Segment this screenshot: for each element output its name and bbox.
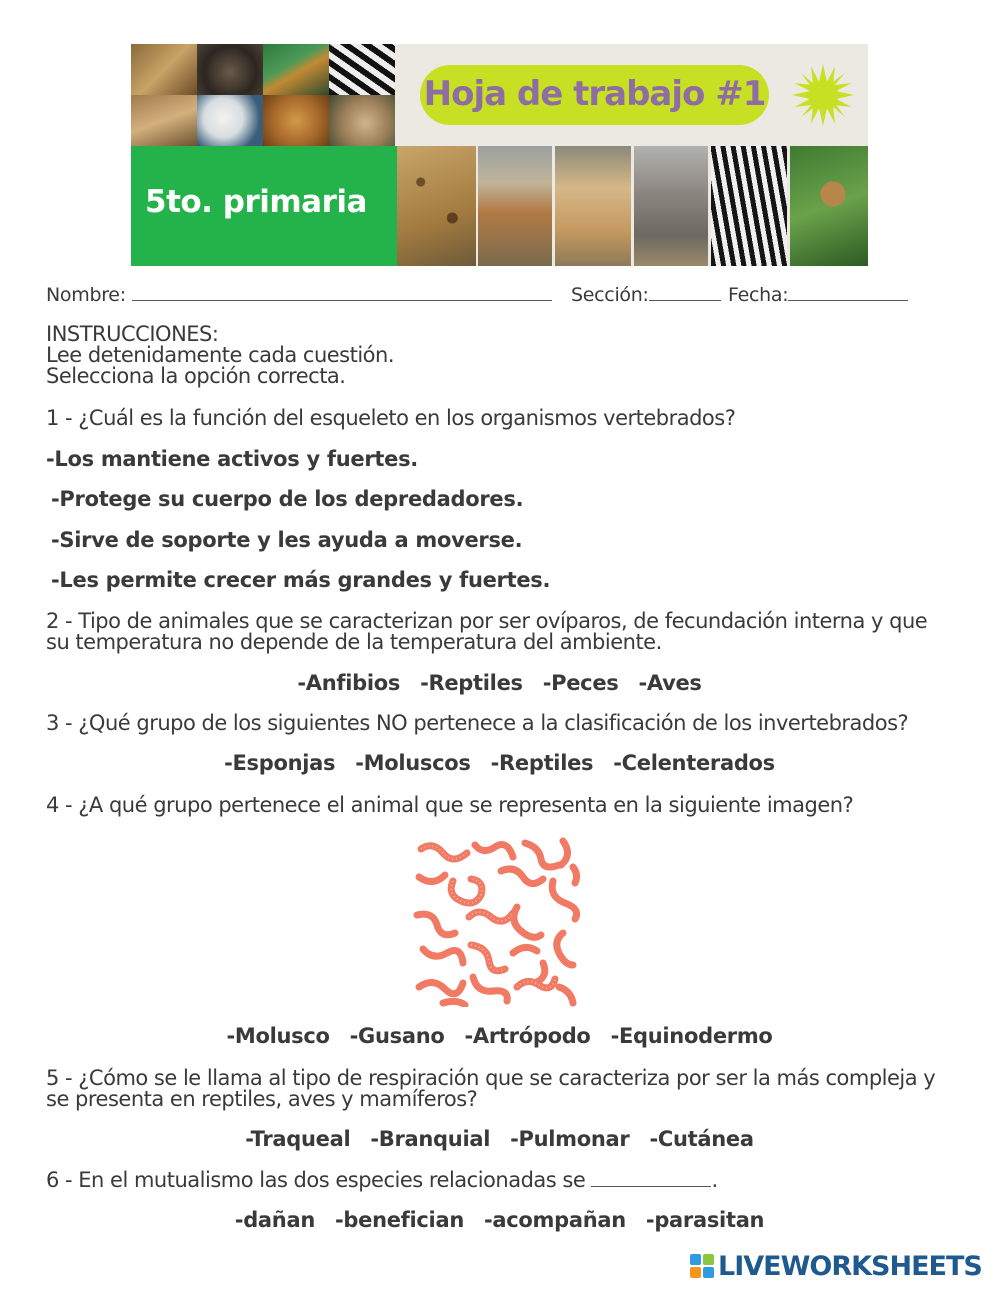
- lion-face-photo: [263, 95, 329, 146]
- impala-photo: [478, 146, 552, 266]
- worksheet-title: Hoja de trabajo #1: [423, 74, 766, 114]
- question-4: 4 - ¿A qué grupo pertenece el animal que se representa en la siguiente imagen?: [46, 793, 854, 817]
- giraffe-photo: [790, 146, 868, 266]
- question-6-text: 6 - En el mutualismo las dos especies relacionadas se: [46, 1168, 586, 1192]
- q3-options: [0, 751, 999, 775]
- q4-option-c[interactable]: -Artrópodo: [464, 1024, 591, 1048]
- grade-block: [131, 146, 397, 266]
- grade-label: 5to. primaria: [145, 184, 367, 220]
- q1-option-d[interactable]: -Les permite crecer más grandes y fuertes.: [51, 568, 551, 592]
- question-2-line-1: 2 - Tipo de animales que se caracterizan por ser ovíparos, de fecundación interna y que: [46, 609, 928, 633]
- zebra-closeup-photo: [329, 44, 395, 95]
- nombre-blank[interactable]: [132, 285, 552, 301]
- worksheet-banner: [131, 44, 868, 266]
- question-6-period: .: [711, 1168, 718, 1192]
- question-6: [46, 1168, 718, 1192]
- q4-option-d[interactable]: -Equinodermo: [610, 1024, 773, 1048]
- zebra-photo: [711, 146, 787, 266]
- q6-option-b[interactable]: -benefician: [334, 1208, 464, 1232]
- nombre-field[interactable]: [46, 284, 552, 306]
- seccion-blank[interactable]: [649, 285, 721, 301]
- q5-option-d[interactable]: -Cutánea: [649, 1127, 754, 1151]
- meerkat-photo: [329, 95, 395, 146]
- q6-options: [0, 1208, 999, 1232]
- liveworksheets-logo: [690, 1251, 982, 1281]
- q3-option-a[interactable]: -Esponjas: [224, 751, 336, 775]
- q3-option-b[interactable]: -Moluscos: [355, 751, 471, 775]
- seccion-label: Sección:: [571, 284, 649, 306]
- q2-option-a[interactable]: -Anfibios: [297, 671, 401, 695]
- q6-option-a[interactable]: -dañan: [234, 1208, 315, 1232]
- q2-option-b[interactable]: -Reptiles: [420, 671, 523, 695]
- logo-grid-icon: [690, 1254, 714, 1278]
- q1-option-c[interactable]: -Sirve de soporte y les ayuda a moverse.: [51, 528, 523, 552]
- fecha-label: Fecha:: [728, 284, 789, 306]
- q4-option-a[interactable]: -Molusco: [226, 1024, 330, 1048]
- q2-options: [0, 671, 999, 695]
- question-5-line-1: 5 - ¿Cómo se le llama al tipo de respiración que se caracteriza por ser la más compleja y: [46, 1066, 936, 1090]
- q6-option-d[interactable]: -parasitan: [645, 1208, 765, 1232]
- instructions-heading: INSTRUCCIONES:: [46, 322, 219, 346]
- fecha-blank[interactable]: [788, 285, 908, 301]
- q5-option-a[interactable]: -Traqueal: [245, 1127, 351, 1151]
- question-5-line-2: se presenta en reptiles, aves y mamíferos?: [46, 1087, 478, 1111]
- instruction-line: Selecciona la opción correcta.: [46, 364, 346, 388]
- q2-option-c[interactable]: -Peces: [542, 671, 619, 695]
- q6-answer-blank[interactable]: [591, 1171, 711, 1187]
- gorilla-eye-photo: [197, 44, 263, 95]
- question-2-line-2: su temperatura no depende de la temperatura del ambiente.: [46, 630, 662, 654]
- q6-option-c[interactable]: -acompañan: [483, 1208, 626, 1232]
- question-1: 1 - ¿Cuál es la función del esqueleto en los organismos vertebrados?: [46, 406, 736, 430]
- worms-image: [413, 837, 585, 1007]
- lion-mane-photo: [131, 44, 197, 95]
- q4-option-b[interactable]: -Gusano: [349, 1024, 445, 1048]
- q2-option-d[interactable]: -Aves: [638, 671, 702, 695]
- parrot-photo: [263, 44, 329, 95]
- q4-options: [0, 1024, 999, 1048]
- q1-option-b[interactable]: -Protege su cuerpo de los depredadores.: [51, 487, 524, 511]
- q3-option-c[interactable]: -Reptiles: [490, 751, 594, 775]
- logo-text: LIVEWORKSHEETS: [718, 1250, 982, 1282]
- seccion-field[interactable]: [571, 284, 721, 306]
- instruction-line: Lee detenidamente cada cuestión.: [46, 343, 395, 367]
- question-3: 3 - ¿Qué grupo de los siguientes NO pertenece a la clasificación de los invertebrados?: [46, 711, 909, 735]
- nombre-label: Nombre:: [46, 284, 126, 306]
- camel-face-photo: [131, 95, 197, 146]
- leopard-photo: [397, 146, 476, 266]
- elephant-photo: [634, 146, 708, 266]
- q5-option-c[interactable]: -Pulmonar: [510, 1127, 630, 1151]
- q1-option-a[interactable]: -Los mantiene activos y fuertes.: [46, 447, 418, 471]
- sun-icon: [790, 62, 856, 128]
- q3-option-d[interactable]: -Celenterados: [613, 751, 775, 775]
- heron-photo: [197, 95, 263, 146]
- fecha-field[interactable]: [728, 284, 908, 306]
- lioness-photo: [555, 146, 631, 266]
- q5-options: [0, 1127, 999, 1151]
- q5-option-b[interactable]: -Branquial: [370, 1127, 491, 1151]
- title-pill: [420, 65, 769, 125]
